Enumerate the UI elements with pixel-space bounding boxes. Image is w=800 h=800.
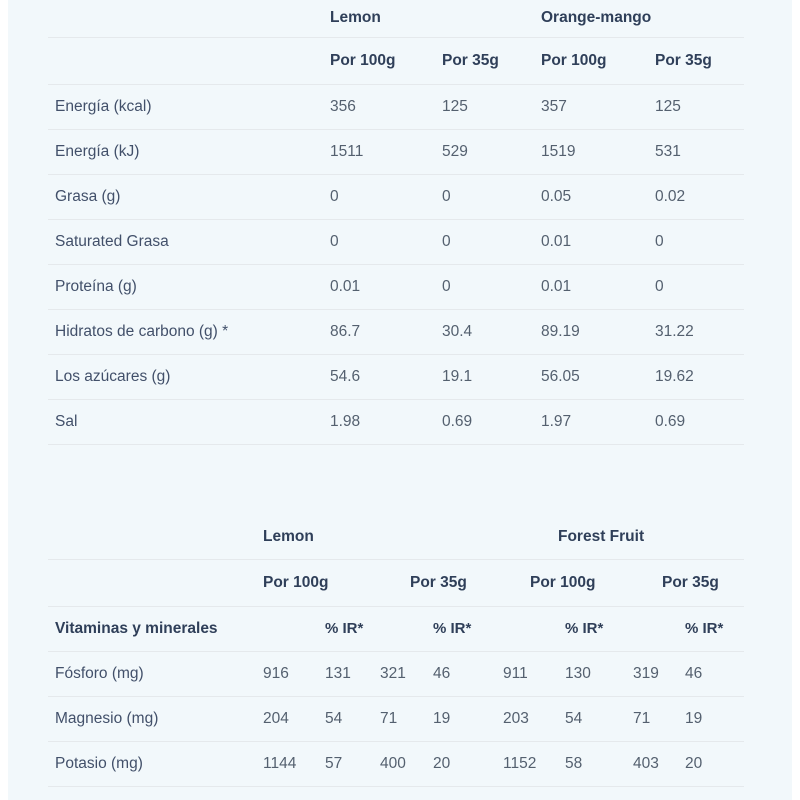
value-cell: 319 <box>633 664 659 682</box>
value-cell: 321 <box>380 664 406 682</box>
column-header: Por 35g <box>410 573 467 591</box>
column-header: Por 100g <box>530 573 596 591</box>
ir-column-header: % IR* <box>325 620 364 637</box>
value-cell: 89.19 <box>541 322 580 340</box>
table-row <box>48 697 744 742</box>
group-header-lemon: Lemon <box>263 527 314 545</box>
table-row <box>48 560 744 607</box>
table-row <box>48 130 744 175</box>
group-header-forest-fruit: Forest Fruit <box>558 527 645 545</box>
row-label: Los azúcares (g) <box>55 367 171 385</box>
row-label: Grasa (g) <box>55 187 121 205</box>
value-cell: 403 <box>633 754 659 772</box>
table-row <box>48 310 744 355</box>
ir-column-header: % IR* <box>565 620 604 637</box>
row-label: Energía (kJ) <box>55 142 140 160</box>
row-label: Magnesio (mg) <box>55 709 159 727</box>
value-cell: 57 <box>325 754 343 772</box>
row-label: Saturated Grasa <box>55 232 169 250</box>
table-row <box>48 265 744 310</box>
value-cell: 20 <box>685 754 703 772</box>
row-label: Sal <box>55 412 78 430</box>
table-row <box>48 175 744 220</box>
value-cell: 357 <box>541 97 567 115</box>
value-cell: 46 <box>685 664 703 682</box>
value-cell: 203 <box>503 709 529 727</box>
value-cell: 20 <box>433 754 451 772</box>
value-cell: 0.69 <box>655 412 686 430</box>
value-cell: 19.1 <box>442 367 473 385</box>
value-cell: 1144 <box>263 754 297 772</box>
row-label: Energía (kcal) <box>55 97 152 115</box>
table-row <box>48 515 744 560</box>
table-row <box>48 652 744 697</box>
value-cell: 0 <box>330 232 339 250</box>
value-cell: 356 <box>330 97 356 115</box>
tables-content <box>48 0 744 787</box>
value-cell: 19.62 <box>655 367 694 385</box>
column-header: Por 100g <box>263 573 329 591</box>
row-label: Potasio (mg) <box>55 754 143 772</box>
value-cell: 400 <box>380 754 406 772</box>
value-cell: 0.01 <box>541 277 572 295</box>
value-cell: 86.7 <box>330 322 361 340</box>
value-cell: 125 <box>442 97 468 115</box>
value-cell: 131 <box>325 664 351 682</box>
table-row <box>48 0 744 38</box>
value-cell: 0 <box>330 187 339 205</box>
value-cell: 0 <box>442 187 451 205</box>
column-header: Por 35g <box>655 51 712 69</box>
row-label: Proteína (g) <box>55 277 137 295</box>
value-cell: 130 <box>565 664 591 682</box>
value-cell: 1.98 <box>330 412 361 430</box>
value-cell: 0.01 <box>330 277 361 295</box>
row-label: Fósforo (mg) <box>55 664 144 682</box>
value-cell: 529 <box>442 142 468 160</box>
vitamins-minerals-table <box>48 515 744 787</box>
table-row <box>48 38 744 85</box>
value-cell: 56.05 <box>541 367 580 385</box>
value-cell: 0.02 <box>655 187 686 205</box>
value-cell: 19 <box>685 709 703 727</box>
row-label: Hidratos de carbono (g) * <box>55 322 229 340</box>
value-cell: 0 <box>442 277 451 295</box>
value-cell: 31.22 <box>655 322 694 340</box>
table-row <box>48 85 744 130</box>
value-cell: 1.97 <box>541 412 572 430</box>
value-cell: 0 <box>655 232 664 250</box>
value-cell: 0 <box>655 277 664 295</box>
value-cell: 204 <box>263 709 289 727</box>
value-cell: 58 <box>565 754 583 772</box>
value-cell: 911 <box>503 664 528 682</box>
value-cell: 1511 <box>330 142 364 160</box>
group-header-lemon: Lemon <box>330 9 381 27</box>
table-row <box>48 220 744 265</box>
value-cell: 0.05 <box>541 187 572 205</box>
table-row <box>48 400 744 445</box>
value-cell: 1152 <box>503 754 537 772</box>
value-cell: 916 <box>263 664 289 682</box>
table-row <box>48 607 744 652</box>
value-cell: 71 <box>633 709 651 727</box>
column-header: Por 100g <box>330 51 396 69</box>
column-header: Por 100g <box>541 51 607 69</box>
value-cell: 0 <box>442 232 451 250</box>
macronutrients-table <box>48 0 744 445</box>
table-row <box>48 742 744 787</box>
value-cell: 125 <box>655 97 681 115</box>
value-cell: 46 <box>433 664 451 682</box>
section-label: Vitaminas y minerales <box>55 619 218 637</box>
value-cell: 19 <box>433 709 451 727</box>
value-cell: 71 <box>380 709 398 727</box>
value-cell: 531 <box>655 142 681 160</box>
column-header: Por 35g <box>442 51 499 69</box>
ir-column-header: % IR* <box>433 620 472 637</box>
value-cell: 30.4 <box>442 322 473 340</box>
table-row <box>48 355 744 400</box>
value-cell: 0.69 <box>442 412 473 430</box>
value-cell: 0.01 <box>541 232 572 250</box>
ir-column-header: % IR* <box>685 620 724 637</box>
value-cell: 54 <box>565 709 583 727</box>
value-cell: 54.6 <box>330 367 361 385</box>
nutrition-facts-panel <box>8 0 792 800</box>
group-header-orange-mango: Orange-mango <box>541 9 652 27</box>
value-cell: 1519 <box>541 142 576 160</box>
value-cell: 54 <box>325 709 343 727</box>
column-header: Por 35g <box>662 573 719 591</box>
